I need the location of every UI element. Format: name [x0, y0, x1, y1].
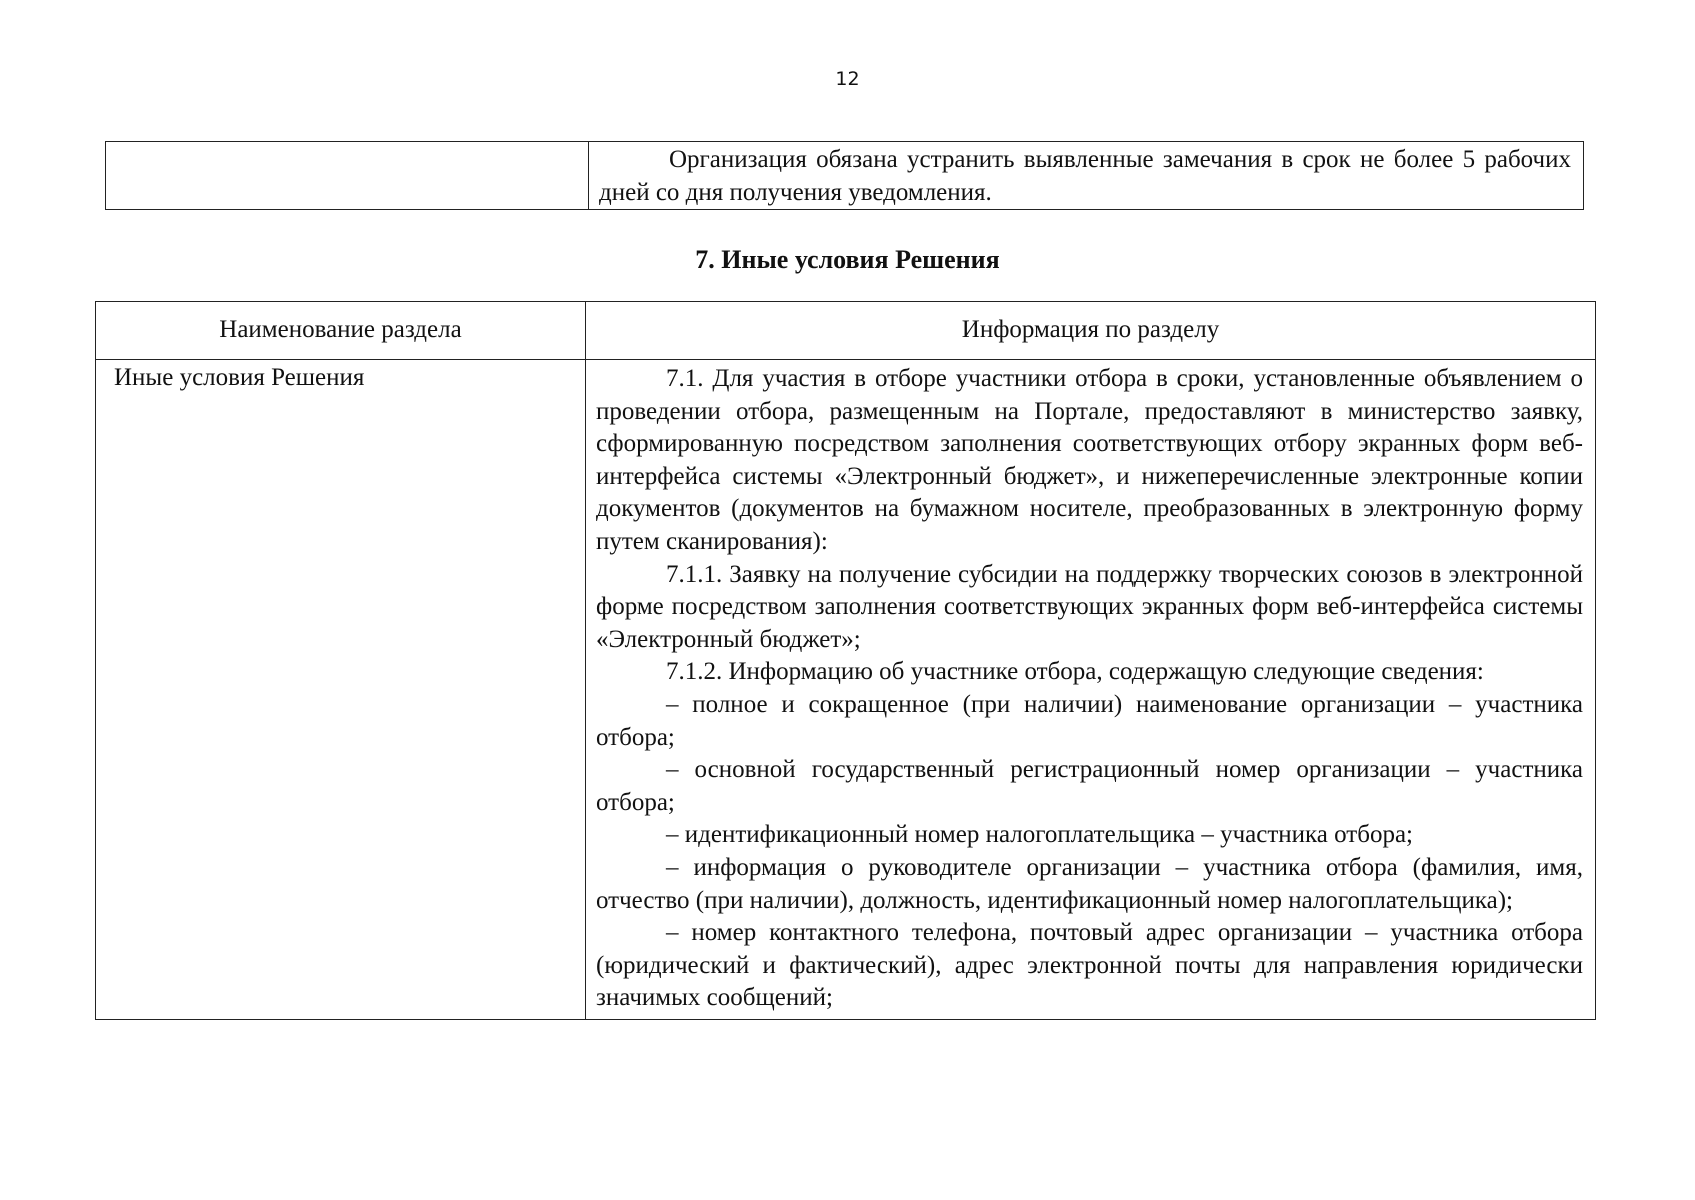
list-item: – номер контактного телефона, почтовый адрес организации – участника отбора (юридический и фактический), адрес электронной почты для направления юридически значимых сообщений; [596, 919, 1583, 1012]
section-info-cell [586, 360, 1596, 1020]
paragraph: 7.1.1. Заявку на получение субсидии на поддержку творческих союзов в электронной форме посредством заполнения соответствующих экранных форм веб-интерфейса системы «Электронный бюджет»; [596, 560, 1583, 653]
table-row [96, 360, 1596, 1020]
table-cell-text [589, 142, 1584, 210]
table-row [106, 142, 1584, 210]
table-header-row [96, 302, 1596, 360]
section-title: 7. Иные условия Решения [695, 245, 1000, 274]
list-item: – полное и сокращенное (при наличии) наименование организации – участника отбора; [596, 690, 1583, 751]
continuation-table [105, 141, 1584, 210]
column-header-section-name: Наименование раздела [96, 302, 586, 360]
table-cell-empty [106, 142, 589, 210]
list-item: – основной государственный регистрационный номер организации – участника отбора; [596, 756, 1583, 816]
paragraph: 7.1. Для участия в отборе участники отбора в сроки, установленные объявлением о проведении отбора, размещенным на Портале, предоставляют в министерство заявку, сформированную посредством заполнения соответствующих отбору экранных форм веб-интерфейса системы «Электронный бюджет», и нижеперечисленные электронные копии документов (документов на бумажном носителе, преобразованных в электронную форму путем сканирования): [596, 365, 1583, 555]
column-header-section-info: Информация по разделу [586, 302, 1596, 360]
section-table [95, 301, 1596, 1020]
page-number: 12 [835, 68, 860, 90]
list-item: – идентификационный номер налогоплательщика – участника отбора; [666, 821, 1413, 849]
list-item: – информация о руководителе организации – участника отбора (фамилия, имя, отчество (при наличии), должность, идентификационный номер налогоплательщика); [596, 853, 1583, 914]
paragraph: 7.1.2. Информацию об участнике отбора, содержащую следующие сведения: [666, 658, 1484, 686]
section-name-cell: Иные условия Решения [96, 360, 586, 1020]
paragraph: Организация обязана устранить выявленные замечания в срок не более 5 рабочих дней со дня получения уведомления. [599, 146, 1571, 206]
